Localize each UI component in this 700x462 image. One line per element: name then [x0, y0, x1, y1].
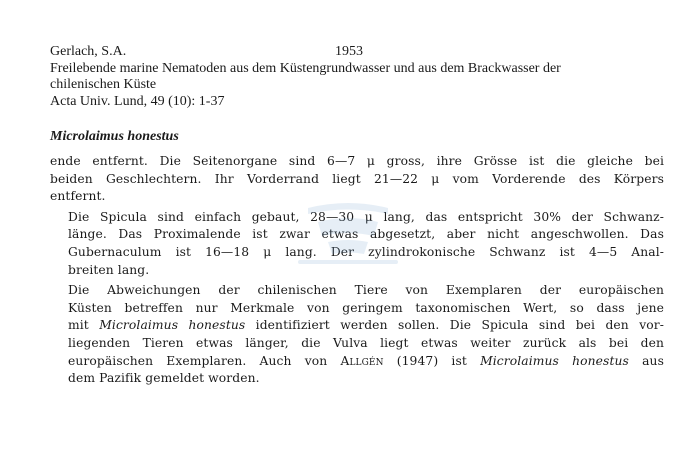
citation-block — [50, 44, 670, 110]
species-name-inline: Microlaimus honestus — [99, 318, 246, 333]
text-line: Küsten betreffen nur Merkmale von geringem taxonomischen Wert, so dass jene — [68, 300, 664, 315]
citation-journal: Acta Univ. Lund, 49 (10): 1-37 — [50, 93, 225, 109]
author-name-inline: Allgén — [340, 353, 384, 368]
text-line: Die Spicula sind einfach gebaut, 28—30 μ lang, das entspricht 30% der Schwanz- — [68, 209, 664, 224]
text-line — [50, 317, 664, 335]
scanned-text — [50, 153, 664, 388]
citation-title-line2: chilenischen Küste — [50, 77, 157, 92]
paragraph-2 — [50, 209, 664, 279]
text-line: entfernt. — [50, 189, 106, 204]
citation-author: Gerlach, S.A. — [50, 44, 127, 59]
text-line: liegenden Tieren etwas länger, die Vulva liegt etwas weiter zurück als bei den — [68, 335, 664, 350]
text-line: beiden Geschlechtern. Ihr Vorderrand liegt 21—22 μ vom Vorderende des Körpers — [50, 171, 664, 186]
text-line — [50, 353, 664, 371]
paragraph-3 — [50, 282, 664, 388]
citation-author-year-row — [50, 44, 670, 61]
text-fragment: aus — [628, 353, 664, 368]
species-heading: Microlaimus honestus — [50, 129, 179, 144]
text-line: breiten lang. — [68, 262, 150, 277]
citation-year: 1953 — [335, 44, 363, 59]
text-line: Gubernaculum ist 16—18 μ lang. Der zylindrokonische Schwanz ist 4—5 Anal- — [68, 244, 664, 259]
text-line: Die Abweichungen der chilenischen Tiere von Exemplaren der europäischen — [68, 283, 664, 298]
text-line: ende entfernt. Die Seitenorgane sind 6—7 μ gross, ihre Grösse ist die gleiche bei — [50, 154, 664, 168]
text-fragment: mit — [68, 318, 100, 333]
text-fragment: europäischen Exemplaren. Auch von — [68, 353, 341, 368]
text-line: länge. Das Proximalende ist zwar etwas abgesetzt, aber nicht angeschwollen. Das — [68, 227, 664, 242]
text-fragment: (1947) ist — [383, 353, 481, 368]
text-fragment: identifiziert werden sollen. Die Spicula sind bei den vor- — [245, 318, 664, 333]
citation-title-line1: Freilebende marine Nematoden aus dem Küstengrundwasser und aus dem Brackwasser der — [50, 60, 561, 76]
paragraph-1 — [50, 153, 664, 206]
species-name-inline: Microlaimus honestus — [480, 353, 629, 368]
text-line: dem Pazifik gemeldet worden. — [68, 371, 260, 386]
